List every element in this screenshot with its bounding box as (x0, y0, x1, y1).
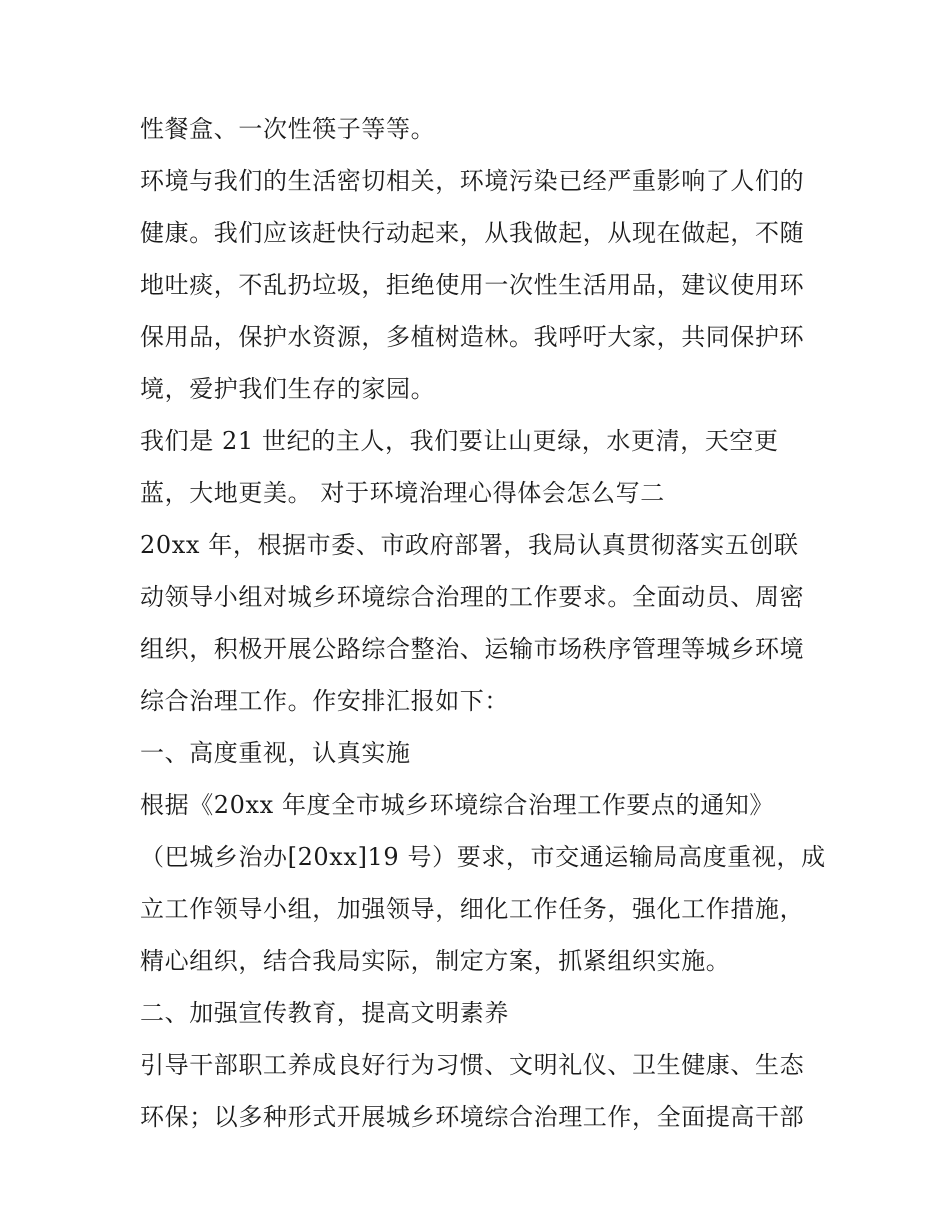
text-line: 20xx 年，根据市委、市政府部署，我局认真贯彻落实五创联 (140, 531, 799, 559)
text-line: 环保；以多种形式开展城乡环境综合治理工作，全面提高干部 (140, 1103, 805, 1131)
text-line: 境，爱护我们生存的家园。 (140, 375, 436, 403)
text-line: 根据《20xx 年度全市城乡环境综合治理工作要点的通知》 (140, 791, 775, 819)
text-line: 性餐盒、一次性筷子等等。 (140, 115, 436, 143)
text-line: 精心组织，结合我局实际，制定方案，抓紧组织实施。 (140, 947, 731, 975)
text-line: 地吐痰，不乱扔垃圾，拒绝使用一次性生活用品，建议使用环 (140, 271, 805, 299)
text-line: 引导干部职工养成良好行为习惯、文明礼仪、卫生健康、生态 (140, 1051, 805, 1079)
text-line: 我们是 21 世纪的主人，我们要让山更绿，水更清，天空更 (140, 427, 779, 455)
text-line: （巴城乡治办[20xx]19 号）要求，市交通运输局高度重视，成 (140, 843, 826, 871)
text-line: 综合治理工作。作安排汇报如下： (140, 687, 509, 715)
text-line: 健康。我们应该赶快行动起来，从我做起，从现在做起，不随 (140, 219, 805, 247)
text-line: 蓝，大地更美。 对于环境治理心得体会怎么写二 (140, 479, 665, 507)
text-line: 保用品，保护水资源，多植树造林。我呼吁大家，共同保护环 (140, 323, 805, 351)
text-line: 立工作领导小组，加强领导，细化工作任务，强化工作措施， (140, 895, 805, 923)
text-line: 环境与我们的生活密切相关，环境污染已经严重影响了人们的 (140, 167, 805, 195)
section-heading: 一、高度重视，认真实施 (140, 739, 411, 767)
text-line: 组织，积极开展公路综合整治、运输市场秩序管理等城乡环境 (140, 635, 805, 663)
text-line: 动领导小组对城乡环境综合治理的工作要求。全面动员、周密 (140, 583, 805, 611)
section-heading: 二、加强宣传教育，提高文明素养 (140, 999, 509, 1027)
